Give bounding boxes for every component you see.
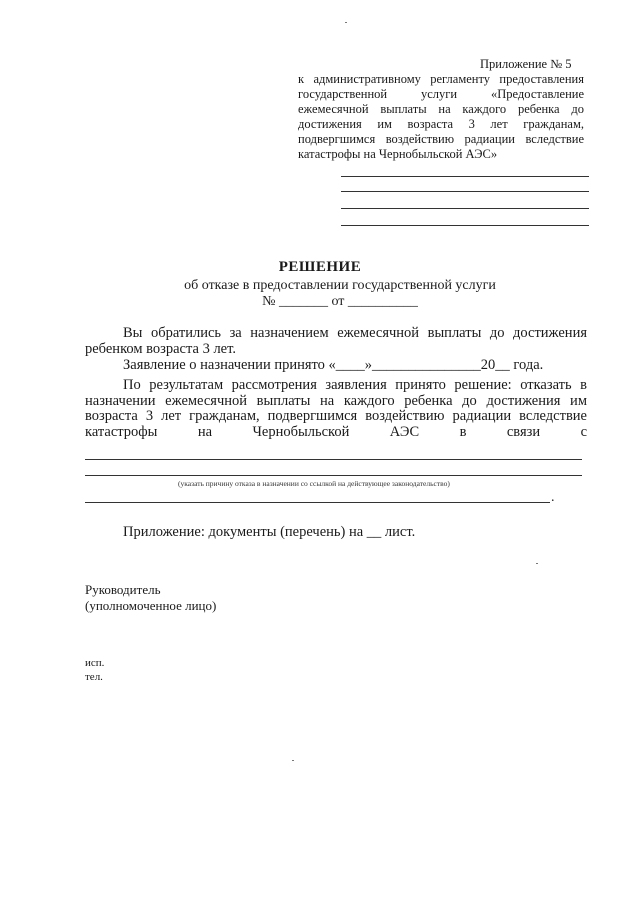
signer-subtitle: (уполномоченное лицо) xyxy=(85,598,217,613)
recipient-line xyxy=(341,191,589,192)
body-paragraph-decision xyxy=(85,378,587,440)
decision-subtitle: об отказе в предоставлении государственной услуги xyxy=(184,278,496,293)
appendix-line: к административному регламенту предоставления xyxy=(298,72,584,86)
paragraph-text: Вы обратились за назначением ежемесячной выплаты до достижения ребенком возраста 3 лет. xyxy=(85,325,587,357)
appendix-line: подвергшимся воздействию радиации вследствие xyxy=(298,132,584,146)
phone-label: тел. xyxy=(85,671,103,683)
recipient-line xyxy=(341,208,589,209)
appendix-title: Приложение № 5 xyxy=(480,57,572,71)
end-period: . xyxy=(551,490,555,505)
reason-hint: (указать причину отказа в назначении со ссылкой на действующее законодательство) xyxy=(178,479,450,488)
paragraph-text: Заявление о назначении принято «____»_______________20__ года. xyxy=(123,357,544,373)
decision-number-line: № _______ от __________ xyxy=(262,294,418,309)
appendix-line: достижения им возраста 3 лет гражданам, xyxy=(298,117,584,131)
recipient-line xyxy=(341,176,589,177)
attachment-line: Приложение: документы (перечень) на __ лист. xyxy=(123,524,416,540)
scan-speck xyxy=(345,22,347,23)
paragraph-text: По результатам рассмотрения заявления принято решение: отказать в назначении ежемесячной выплаты на каждого ребенка до достижения им возраста 3 лет гражданам, подвергшимся воздействию радиации вследствие катастрофы на Чернобыльской АЭС в связи с xyxy=(85,377,587,440)
appendix-reference xyxy=(298,72,584,162)
scan-speck xyxy=(292,760,294,761)
scan-speck xyxy=(536,563,538,564)
appendix-line: катастрофы на Чернобыльской АЭС» xyxy=(298,147,498,161)
body-paragraph-application xyxy=(85,358,587,374)
signer-title: Руководитель xyxy=(85,582,161,597)
body-paragraph-request xyxy=(85,326,587,357)
reason-line xyxy=(85,459,582,460)
decision-title: РЕШЕНИЕ xyxy=(278,259,362,275)
appendix-line: государственной услуги «Предоставление xyxy=(298,87,584,101)
recipient-line xyxy=(341,225,589,226)
executor-label: исп. xyxy=(85,657,105,669)
reason-line xyxy=(85,475,582,476)
reason-line xyxy=(85,502,550,503)
appendix-line: ежемесячной выплаты на каждого ребенка до xyxy=(298,102,584,116)
